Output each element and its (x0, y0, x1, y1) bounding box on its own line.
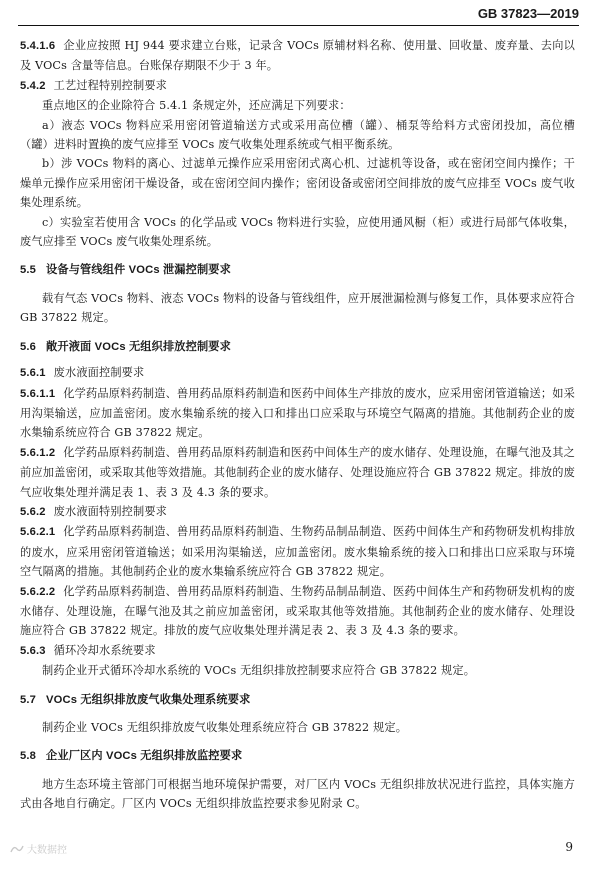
subheading-number: 5.6.1 (20, 367, 46, 380)
subheading-5-6-3 (20, 641, 575, 661)
paragraph-a: a）液态 VOCs 物料应采用密闭管道输送方式或采用高位槽（罐）、桶泵等给料方式密闭投加，高位槽（罐）进料时置换的废气应排至 VOCs 废气收集处理系统或气相平衡系统。 (20, 118, 575, 152)
clause-number: 5.6.1.2 (20, 446, 56, 459)
subheading-5-4-2 (20, 76, 575, 96)
clause-5-6-2-2 (20, 582, 575, 641)
clause-number: 5.6.2.1 (20, 526, 56, 539)
section-number: 5.5 (20, 264, 37, 277)
section-number: 5.6 (20, 340, 37, 353)
watermark (10, 841, 67, 856)
subheading-title: 废水液面控制要求 (53, 366, 145, 380)
clause-text: 化学药品原料药制造、兽用药品原料药制造和医药中间体生产的废水储存、处理设施，在曝气池及其之前应加盖密闭，或采取其他等效措施。其他制药企业的废水储存、处理设施应符合 GB 37822 规定。排放的废气应收集处理并满足表 1、表 3 及 4.3 条的要求。 (20, 445, 575, 499)
clause-number: 5.6.1.1 (20, 387, 56, 400)
subheading-number: 5.4.2 (20, 79, 46, 92)
section-title: VOCs 无组织排放废气收集处理系统要求 (46, 693, 251, 706)
section-5-5 (20, 261, 575, 280)
standard-code: GB 37823—2019 (477, 6, 579, 21)
paragraph-intro: 重点地区的企业除符合 5.4.1 条规定外，还应满足下列要求： (42, 99, 351, 113)
clause-text: 企业应按照 HJ 944 要求建立台账，记录含 VOCs 原辅材料名称、使用量、回收量、废弃量、去向以及 VOCs 含量等信息。台账保存期限不少于 3 年。 (20, 39, 575, 73)
clause-5-6-1-2 (20, 443, 575, 502)
subheading-title: 循环冷却水系统要求 (53, 643, 156, 657)
section-number: 5.7 (20, 693, 37, 706)
clause-text: 化学药品原料药制造、兽用药品原料药制造、生物药品制品制造、医药中间体生产和药物研发机构排放的废水，应采用密闭管道输送；如采用沟渠输送，应加盖密闭。废水集输系统的接入口和排出口应采取与环境空气隔离的措施。其他制药企业的废水集输系统应符合 GB 37822 规定。 (20, 525, 575, 579)
section-number: 5.8 (20, 750, 37, 763)
subheading-5-6-2 (20, 502, 575, 522)
paragraph-cooling: 制药企业开式循环冷却水系统的 VOCs 无组织排放控制要求应符合 GB 37822 规定。 (42, 664, 476, 678)
subheading-5-6-1 (20, 363, 575, 383)
paragraph-collection: 制药企业 VOCs 无组织排放废气收集处理系统应符合 GB 37822 规定。 (42, 721, 408, 734)
page-number: 9 (565, 840, 573, 854)
subheading-number: 5.6.2 (20, 505, 46, 518)
section-title: 企业厂区内 VOCs 无组织排放监控要求 (46, 750, 243, 763)
watermark-logo-icon (10, 844, 24, 854)
clause-5-4-1-6 (20, 36, 575, 76)
header-rule (18, 25, 579, 26)
clause-5-6-1-1 (20, 384, 575, 443)
paragraph-b: b）涉 VOCs 物料的离心、过滤单元操作应采用密闭式离心机、过滤机等设备，或在密闭空间内操作；干燥单元操作应采用密闭干燥设备，或在密闭空间内操作；密闭设备或密闭空间排放的废气应排至 VOCs 废气收集处理系统。 (20, 157, 575, 210)
paragraph-c: c）实验室若使用含 VOCs 的化学品或 VOCs 物料进行实验，应使用通风橱（柜）或进行局部气体收集，废气应排至 VOCs 废气收集处理系统。 (20, 215, 575, 249)
clause-text: 化学药品原料药制造、兽用药品原料药制造和医药中间体生产排放的废水，应采用密闭管道输送；如采用沟渠输送，应加盖密闭。废水集输系统的接入口和排出口应采取与环境空气隔离的措施。其他制药企业的废水集输系统应符合 GB 37822 规定。 (20, 386, 575, 440)
subheading-title: 废水液面特别控制要求 (53, 504, 168, 518)
subheading-title: 工艺过程特别控制要求 (53, 78, 168, 92)
paragraph-leak: 载有气态 VOCs 物料、液态 VOCs 物料的设备与管线组件，应开展泄漏检测与修复工作，具体要求应符合 GB 37822 规定。 (20, 291, 575, 325)
section-title: 设备与管线组件 VOCs 泄漏控制要求 (46, 264, 231, 277)
watermark-text: 大数据控 (27, 845, 67, 856)
subheading-number: 5.6.3 (20, 644, 46, 657)
section-5-6 (20, 338, 575, 357)
clause-number: 5.4.1.6 (20, 40, 56, 52)
section-title: 敞开液面 VOCs 无组织排放控制要求 (46, 340, 231, 353)
paragraph-monitoring: 地方生态环境主管部门可根据当地环境保护需要，对厂区内 VOCs 无组织排放状况进行监控，具体实施方式由各地自行确定。厂区内 VOCs 无组织排放监控要求参见附录 C。 (20, 777, 575, 811)
clause-5-6-2-1 (20, 522, 575, 581)
document-body (20, 36, 575, 814)
clause-text: 化学药品原料药制造、兽用药品原料药制造、生物药品制品制造、医药中间体生产和药物研发机构的废水储存、处理设施，在曝气池及其之前应加盖密闭，或采取其他等效措施。其他制药企业的废水储存、处理设施应符合 GB 37822 规定。排放的废气应收集处理并满足表 2、表 3 及 4.3 条的要求。 (20, 584, 575, 638)
section-5-7 (20, 691, 575, 710)
clause-number: 5.6.2.2 (20, 585, 56, 598)
section-5-8 (20, 747, 575, 766)
